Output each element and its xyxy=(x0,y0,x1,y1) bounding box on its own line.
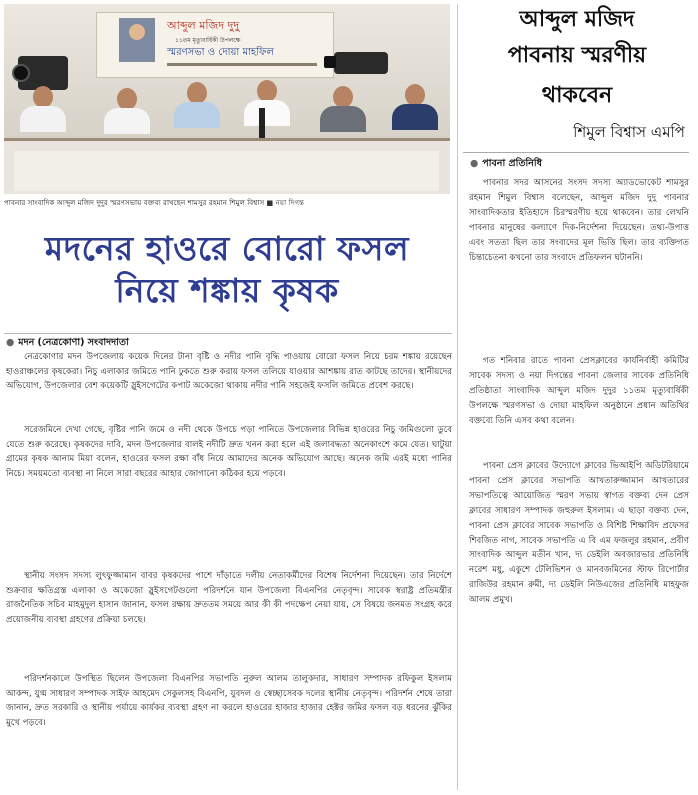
main-headline-line1: মদনের হাওরে বোরো ফসল xyxy=(44,229,410,268)
video-camera-icon xyxy=(334,52,388,74)
camera-icon xyxy=(18,56,68,90)
article-paragraph: পরিদর্শনকালে উপস্থিত ছিলেন উপজেলা বিএনপির সভাপতি নুরুল আলম তালুকদার, সাধারণ সম্পাদক রফিকুল ইসলাম আকন্দ, যুগ্ম সাধারণ সম্পাদক সাইফ আহমেদ সেকুলসহ বিএনপি, যুবদল ও স্বেচ্ছাসেবক দলের স্থানীয় নেতৃবৃন্দ। পরিদর্শন শেষে তারা জানান, দ্রুত সরকারি ও স্থানীয় পর্যায়ে কার্যকর ব্যবস্থা গ্রহণ না করলে হাওরের হাজার হাজার হেক্টর জমির ফসল বড় ধরনের ঝুঁকির মুখে পড়বে। xyxy=(6,674,452,728)
banner-line2: ১১তম মৃত্যুবার্ষিকী উপলক্ষে xyxy=(175,37,241,44)
banner-underline xyxy=(167,63,317,66)
right-rule xyxy=(463,152,689,153)
banner-event: স্মরণসভা ও দোয়া মাহফিল xyxy=(167,47,274,58)
microphone-icon xyxy=(259,108,265,138)
column-divider xyxy=(457,4,458,790)
article-paragraph: নেত্রকোণার মদন উপজেলায় কয়েক দিনের টানা বৃষ্টি ও নদীর পানি বৃদ্ধি পাওয়ায় বোরো ফসল নিয়ে চরম শঙ্কায় রয়েছেন হাওরাঞ্চলের কৃষকেরা। নিচু এলাকার জমিতে পানি ঢুকতে শুরু করায় ফসল তলিয়ে যাওয়ার আশঙ্কায় রাত কাটছে তাদের। স্থানীয়দের অভিযোগ, উপজেলার বেশ কয়েকটি স্লুইসগেটের কপাট অকেজো থাকায় নদীর পানি সহজেই ফসলি জমিতে প্রবেশ করছে। xyxy=(6,352,452,392)
right-subheadline: শিমুল বিশ্বাস এমপি xyxy=(573,123,685,141)
camera-lens xyxy=(12,64,30,82)
speaker-person xyxy=(392,84,438,130)
speaker-person xyxy=(20,86,66,132)
event-banner xyxy=(96,12,334,78)
article-paragraph: স্থানীয় সংসদ সদস্য লুৎফুজ্জামান বাবর কৃষকদের পাশে দাঁড়াতে দলীয় নেতাকর্মীদের বিশেষ নির্দেশনা দিয়েছেন। তার নির্দেশে শুক্রবার ক্ষতিগ্রস্ত এলাকা ও অকেজো স্লুইসগেটগুলো পরিদর্শনে যান উপজেলা বিএনপির নেতৃবৃন্দ। সাবেক স্বরাষ্ট্র প্রতিমন্ত্রীর রাজনৈতিক সচিব মাহমুদুল হাসান জানান, ফসল রক্ষায় দ্রুততম সময়ে আর কী কী পদক্ষেপ নেয়া যায়, সে বিষয়ে জনমত সংগ্রহ করে প্রয়োজনীয় ব্যবস্থা গ্রহণের প্রক্রিয়া চলছে। xyxy=(6,571,452,625)
right-headline-line1: আব্দুল মজিদ xyxy=(519,7,635,32)
speaker-person xyxy=(244,80,290,126)
main-headline-line2: নিয়ে শঙ্কায় কৃষক xyxy=(115,271,339,310)
right-byline: ● পাবনা প্রতিনিধি xyxy=(470,158,542,169)
right-paragraph: গত শনিবার রাতে পাবনা প্রেসক্লাবের কার্যনির্বাহী কমিটির সাবেক সদস্য ও নয়া দিগন্তের পাবনা জেলার সাবেক প্রতিনিধি প্রতিষ্ঠাতা সাংবাদিক আব্দুল মজিদ দুদুর ১১তম মৃত্যুবার্ষিকী উপলক্ষে স্মরণসভা ও দোয়া মাহফিল অনুষ্ঠানে প্রধান অতিথির বক্তব্যে তিনি এসব কথা বলেন। xyxy=(469,356,689,426)
right-byline-text: পাবনা প্রতিনিধি xyxy=(482,158,542,169)
video-camera-lens xyxy=(324,56,336,68)
banner-name: আব্দুল মজিদ দুদু xyxy=(167,19,240,32)
caption-text: পাবনার সাংবাদিক আব্দুল মজিদ দুদুর স্মরণসভায় বক্তব্য রাখছেন শামসুর রহমান শিমুল বিশ্বাস xyxy=(4,198,265,207)
right-headline-line3: থাকবেন xyxy=(541,83,613,108)
right-paragraph: পাবনার সদর আসনের সংসদ সদস্য অ্যাডভোকেট শামসুর রহমান শিমুল বিশ্বাস বলেছেন, আব্দুল মজিদ দুদু পাবনার সাংবাদিকতার ইতিহাসে চিরস্মরণীয় হয়ে থাকবেন। তার লেখনি পাবনার মানুষের কল্যাণে দিক-নির্দেশনা দিয়েছেন। তথ্য-উপাত্ত এবং সততা ছিল তার সংবাদের মূল ভিত্তি ছিল। তার ব্যক্তিগত চিন্তাচেতনা কখনো তার সংবাদে প্রতিফলন ঘটাননি। xyxy=(469,178,689,263)
speaker-person xyxy=(320,86,366,132)
article-byline: ● মদন (নেত্রকোণা) সংবাদদাতা xyxy=(6,337,129,348)
banner-portrait xyxy=(119,18,155,62)
article-paragraph: সরেজমিনে দেখা গেছে, বৃষ্টির পানি জমে ও নদী থেকে উপচে পড়া পানিতে উপজেলার বিভিন্ন হাওরের নিচু জমিগুলো ডুবে যেতে শুরু করেছে। কৃষকদের দাবি, মদন উপজেলার বালই নদীটি দ্রুত খনন করা হলে এই জলাবদ্ধতা অনেকাংশে কমে যেত। ঘাটুয়া গ্রামের কৃষক আনাম মিয়া বলেন, হাওরের ফসল রক্ষা বাঁধ নিয়ে আমাদের অনেক অভিযোগ আছে। অনেক জমি এরই মধ্যে পানির নিচে। সময়মতো ব্যবস্থা না নিলে সারা বছরের আহার জোগানো কঠিকর হয়ে পড়বে। xyxy=(6,425,452,479)
caption-source: নয়া দিগন্ত xyxy=(275,198,304,207)
speaker-person xyxy=(104,88,150,134)
byline-rule xyxy=(4,333,452,334)
tablecloth xyxy=(14,151,439,191)
byline-text: মদন (নেত্রকোণা) সংবাদদাতা xyxy=(18,337,129,348)
speaker-person xyxy=(174,82,220,128)
event-photo xyxy=(4,4,450,194)
right-paragraph: পাবনা প্রেস ক্লাবের উদ্যোগে ক্লাবের ভিআইপি অডিটরিয়ামে পাবনা প্রেস ক্লাবের সভাপতি আখতারুজ্জামান আখতারের সভাপতিত্বে আয়োজিত স্মরণ সভায় স্বাগত বক্তব্য দেন প্রেস ক্লাবের সাধারণ সম্পাদক জহুরুল ইসলাম। এ ছাড়া বক্তব্য দেন, পাবনা প্রেস ক্লাবের সাবেক সভাপতি ও বিশিষ্ট শিক্ষাবিদ প্রফেসর শিবজিত নাগ, সাবেক সভাপতি এ বি এম ফজলুর রহমান, প্রবীণ সাংবাদিক আব্দুল মতীন খান, দ্য ডেইলি অবজারভার প্রতিনিধি নরেশ মধু, একুশে টেলিভিশন ও মানবজমিনের স্টাফ রিপোর্টার রাজিউর রহমান রুমী, দ্য ডেইলি নিউএজের প্রতিনিধি মাহফুজ আলম প্রমুখ। xyxy=(469,461,689,606)
conference-table xyxy=(4,138,450,194)
right-headline-line2: পাবনায় স্মরণীয় xyxy=(507,43,647,68)
photo-caption: পাবনার সাংবাদিক আব্দুল মজিদ দুদুর স্মরণসভায় বক্তব্য রাখছেন শামসুর রহমান শিমুল বিশ্বাস ■ নয়া দিগন্ত xyxy=(4,198,304,207)
